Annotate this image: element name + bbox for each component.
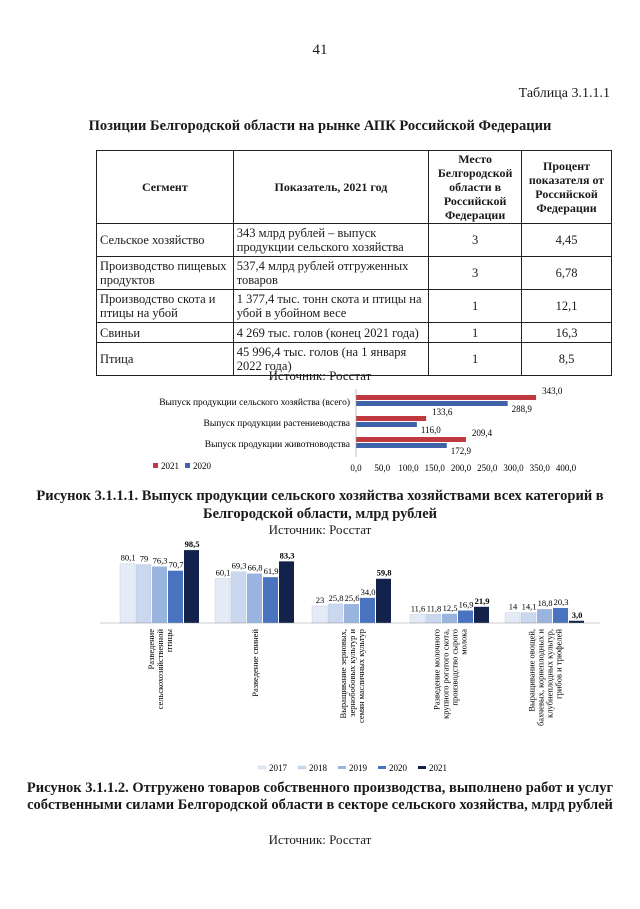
legend-swatch-2020: [378, 766, 386, 769]
legend-swatch-2021: [418, 766, 426, 769]
bar-2017: [215, 579, 230, 623]
data-label: 343,0: [542, 386, 563, 396]
category-label-line: Разведение свиней: [250, 629, 260, 697]
chart-shipped-goods-by-segment: [0, 539, 640, 777]
data-label: 23: [315, 594, 325, 605]
bar-2020: [360, 598, 375, 623]
table-row: [97, 290, 612, 323]
legend-label: 2021: [429, 763, 447, 773]
cell-place: 1: [429, 290, 522, 323]
bar-2018: [426, 614, 441, 623]
cell-indicator: 4 269 тыс. голов (конец 2021 года): [233, 323, 428, 343]
data-label: 60,1: [215, 567, 231, 578]
data-label: 18,8: [537, 598, 553, 609]
bar-2020: [168, 571, 183, 623]
bar-2017: [505, 613, 520, 623]
bar-2020: [458, 610, 473, 623]
data-label: 83,3: [279, 550, 295, 561]
data-label: 34,0: [360, 586, 376, 597]
legend-swatch-2020: [185, 463, 190, 468]
data-label: 11,6: [410, 603, 426, 614]
legend-label: 2021: [161, 461, 179, 471]
category-label-line: грибов и трюфелей: [553, 629, 564, 699]
chart-output-by-type: [0, 385, 640, 480]
bar-2021: [356, 437, 466, 442]
x-tick-label: 0,0: [350, 463, 362, 473]
data-label: 12,5: [442, 602, 458, 613]
x-tick-label: 400,0: [555, 463, 577, 473]
data-label: 79: [139, 553, 149, 564]
data-label: 21,9: [474, 595, 490, 606]
figure1-caption: Рисунок 3.1.1.1. Выпуск продукции сельского хозяйства хозяйствами всех категорий в Белгородской области, млрд рублей: [36, 488, 604, 522]
legend-swatch-2018: [298, 766, 306, 769]
category-label: [250, 629, 260, 697]
bar-2021: [279, 561, 294, 623]
category-label: Выпуск продукции животноводства: [204, 440, 350, 450]
cell-place: 1: [429, 343, 522, 376]
table-label: Таблица 3.1.1.1: [518, 86, 610, 101]
cell-place: 1: [429, 323, 522, 343]
table-row: [97, 323, 612, 343]
positions-table: [96, 150, 612, 376]
bar-2019: [344, 604, 359, 623]
data-label: 20,3: [553, 596, 569, 607]
bar-2020: [356, 443, 447, 448]
cell-percent: 12,1: [522, 290, 612, 323]
category-label-line: птицы: [164, 629, 174, 653]
category-label-line: бахчевых, корнеплодных и: [535, 629, 546, 727]
bar-2019: [537, 609, 552, 623]
bar-2020: [263, 577, 278, 623]
bar-2019: [152, 567, 167, 623]
data-label: 59,8: [376, 567, 392, 578]
bar-2017: [410, 614, 425, 623]
bar-2020: [356, 401, 508, 406]
category-label-line: крупного рогатого скота,: [440, 629, 451, 719]
legend-label: 2018: [309, 763, 327, 773]
data-label: 80,1: [120, 552, 136, 563]
bar-2021: [376, 579, 391, 623]
bar-2021: [356, 395, 536, 400]
header-place: Место Белгородской области в Российской Федерации: [429, 151, 522, 224]
category-label: [432, 629, 469, 719]
bar-2018: [136, 565, 151, 623]
bar-2018: [231, 572, 246, 623]
category-label-line: клубнеплодных культур,: [544, 629, 555, 718]
legend-swatch-2017: [258, 766, 266, 769]
category-label: Выпуск продукции растениеводства: [203, 419, 350, 429]
cell-percent: 8,5: [522, 343, 612, 376]
x-tick-label: 100,0: [398, 463, 419, 473]
cell-percent: 16,3: [522, 323, 612, 343]
cell-indicator: 1 377,4 тыс. тонн скота и птицы на убой в убойном весе: [233, 290, 428, 323]
category-label: [527, 629, 564, 726]
data-label: 98,5: [184, 539, 200, 550]
header-segment: Сегмент: [97, 151, 234, 224]
data-label: 16,9: [458, 599, 474, 610]
header-indicator: Показатель, 2021 год: [233, 151, 428, 224]
data-label: 14: [508, 601, 518, 612]
bar-2019: [442, 614, 457, 623]
x-tick-label: 300,0: [503, 463, 524, 473]
data-label: 14,1: [521, 601, 537, 612]
data-label: 11,8: [426, 603, 442, 614]
cell-place: 3: [429, 224, 522, 257]
category-label-line: производство сырого: [449, 629, 460, 706]
cell-percent: 4,45: [522, 224, 612, 257]
x-tick-label: 350,0: [529, 463, 550, 473]
category-label-line: Выращивание овощей,: [526, 629, 537, 712]
data-label: 116,0: [420, 425, 441, 435]
category-label: [146, 629, 174, 710]
cell-segment: Сельское хозяйство: [97, 224, 234, 257]
cell-indicator: 45 996,4 тыс. голов (на 1 января 2022 года): [233, 343, 428, 376]
legend-label: 2017: [269, 763, 287, 773]
legend-swatch-2021: [153, 463, 158, 468]
bar-2017: [312, 606, 327, 623]
category-label-line: Выращивание зерновых,: [338, 629, 348, 719]
bar-2021: [184, 550, 199, 623]
data-label: 61,9: [263, 566, 279, 577]
bar-2021: [569, 621, 584, 623]
cell-place: 3: [429, 257, 522, 290]
bar-2021: [474, 607, 489, 623]
bar-2018: [328, 604, 343, 623]
category-label-line: сельскохозяйственной: [155, 629, 165, 710]
figure2-caption: Рисунок 3.1.1.2. Отгружено товаров собственного производства, выполнено работ и услуг собственными силами Белгородской области в секторе сельского хозяйства, млрд рублей: [26, 780, 614, 813]
figure2-source: Источник: Росстат: [268, 832, 372, 847]
category-label: Выпуск продукции сельского хозяйства (всего): [159, 398, 350, 408]
data-label: 69,3: [231, 560, 247, 571]
bar-2018: [521, 613, 536, 623]
category-label-line: Разведение: [146, 629, 156, 670]
bar-2017: [120, 564, 135, 623]
bar-2021: [356, 416, 426, 421]
cell-segment: Свиньи: [97, 323, 234, 343]
data-label: 172,9: [450, 446, 472, 456]
figure1-source: Источник: Росстат: [268, 522, 372, 537]
cell-segment: Птица: [97, 343, 234, 376]
cell-indicator: 537,4 млрд рублей отгруженных товаров: [233, 257, 428, 290]
bar-2020: [356, 422, 417, 427]
category-label: [338, 629, 366, 723]
category-label-line: семян масличных культур: [356, 629, 366, 723]
table-row: [97, 257, 612, 290]
legend-label: 2019: [349, 763, 367, 773]
data-label: 133,6: [432, 407, 453, 417]
category-label-line: Разведение молочного: [431, 629, 442, 710]
table-title: Позиции Белгородской области на рынке АПК Российской Федерации: [88, 118, 552, 134]
page-number: 41: [312, 42, 328, 58]
x-tick-label: 200,0: [450, 463, 472, 473]
legend-label: 2020: [193, 461, 211, 471]
data-label: 70,7: [168, 559, 184, 570]
data-label: 66,8: [247, 562, 263, 573]
cell-percent: 6,78: [522, 257, 612, 290]
x-tick-label: 50,0: [374, 463, 391, 473]
data-label: 209,4: [471, 428, 493, 438]
data-label: 25,6: [344, 593, 360, 604]
category-label-line: зернобобовых культур и: [347, 629, 357, 717]
cell-segment: Производство скота и птицы на убой: [97, 290, 234, 323]
bar-2019: [247, 574, 262, 623]
cell-indicator: 343 млрд рублей – выпуск продукции сельского хозяйства: [233, 224, 428, 257]
header-percent: Процент показателя от Российской Федерации: [522, 151, 612, 224]
legend-label: 2020: [389, 763, 407, 773]
legend-swatch-2019: [338, 766, 346, 769]
x-tick-label: 250,0: [477, 463, 498, 473]
data-label: 288,9: [511, 404, 532, 414]
data-label: 25,8: [328, 592, 344, 603]
category-label-line: молока: [458, 629, 469, 655]
data-label: 3,0: [571, 609, 583, 620]
bar-2020: [553, 608, 568, 623]
table-source: Источник: Росстат: [268, 368, 372, 383]
table-header-row: [97, 151, 612, 224]
table-row: [97, 224, 612, 257]
x-tick-label: 150,0: [424, 463, 445, 473]
data-label: 76,3: [152, 555, 168, 566]
cell-segment: Производство пищевых продуктов: [97, 257, 234, 290]
